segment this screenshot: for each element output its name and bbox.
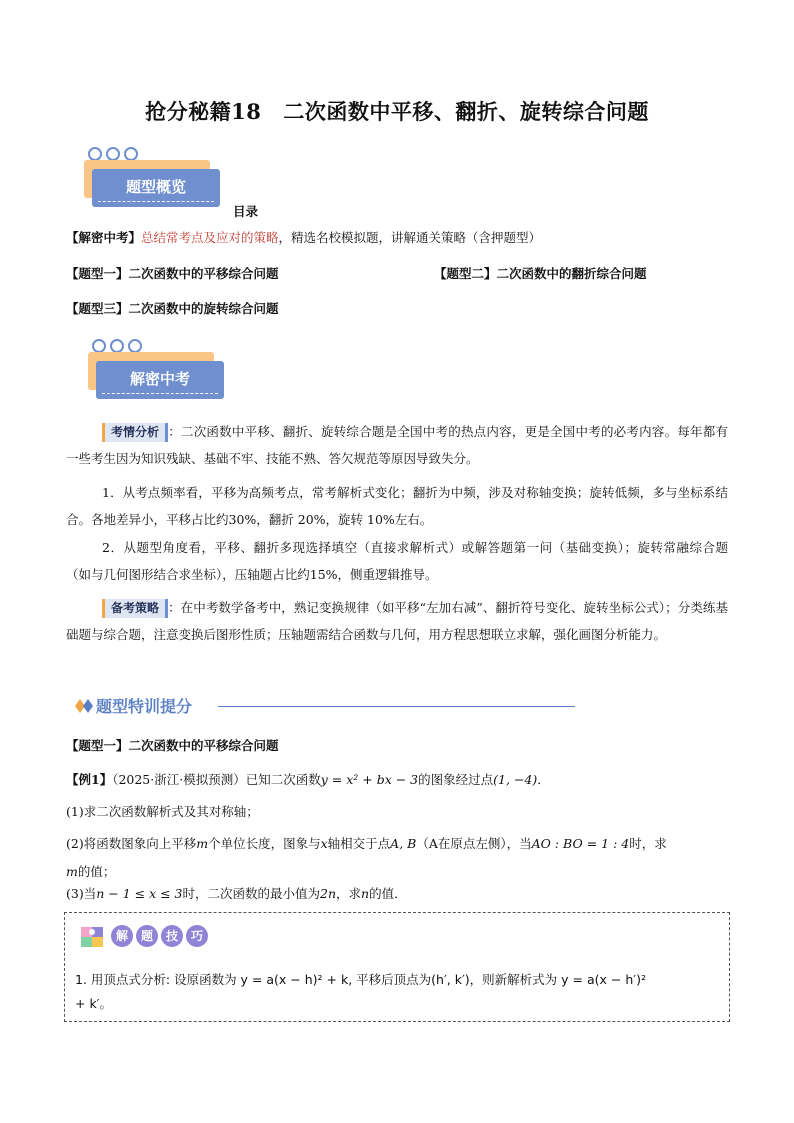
- toc-decode: 【解密中考】总结常考点及应对的策略，精选名校模拟题，讲解通关策略（含押题型）: [66, 230, 542, 245]
- question-3: (3)当n − 1 ≤ x ≤ 3时，二次函数的最小值为2n，求n的值．: [66, 886, 407, 901]
- tips-char: 解: [111, 925, 133, 947]
- analysis-tag: 考情分析: [102, 423, 168, 442]
- page-title: 抢分秘籍18 二次函数中平移、翻折、旋转综合问题: [145, 99, 649, 124]
- analysis-paragraph: 考情分析 ：二次函数中平移、翻折、旋转综合题是全国中考的热点内容，更是全国中考的必考内容。每年都有一些考生因为知识残缺、基础不牢、技能不熟、答欠规范等原因导致失分。: [66, 424, 728, 466]
- overview-badge: 题型概览: [74, 152, 224, 212]
- question-1: (1)求二次函数解析式及其对称轴；: [66, 804, 259, 819]
- tips-box: [64, 912, 730, 1022]
- strategy-paragraph: 备考策略 ：在中考数学备考中，熟记变换规律（如平移“左加右减”、翻折符号变化、旋转坐标公式）；分类练基础题与综合题，注意变换后图形性质；压轴题需结合函数与几何，用方程思想联立求解，强化画图分析能力。: [66, 600, 728, 642]
- toc-type2[interactable]: 【题型二】二次函数中的翻折综合问题: [434, 266, 647, 281]
- tips-char: 题: [136, 925, 158, 947]
- toc-label: 目录: [233, 204, 259, 219]
- strategy-tag: 备考策略: [102, 599, 168, 618]
- tips-text: 1. 用顶点式分析: 设原函数为 y = a(x − h)² + k, 平移后顶点为(h′, k′)，则新解析式为 y = a(x − h′)² + k′。: [75, 972, 646, 1011]
- tips-header: [79, 923, 211, 949]
- toc-type3[interactable]: 【题型三】二次函数中的旋转综合问题: [66, 301, 279, 316]
- toc-type1[interactable]: 【题型一】二次函数中的平移综合问题: [66, 266, 279, 281]
- section-title: 题型特训提分: [96, 697, 193, 716]
- example-stem: 【例1】（2025·浙江·模拟预测）已知二次函数y = x² + bx − 3的图象经过点(1, −4)．: [66, 772, 550, 787]
- decode-badge: 解密中考: [78, 344, 228, 404]
- formula: y = x² + bx − 3: [320, 772, 419, 787]
- tips-char: 技: [161, 925, 183, 947]
- question-2: (2)将函数图象向上平移m个单位长度，图象与x轴相交于点A, B（A在原点左侧），当AO : BO = 1 : 4时，求 m的值；: [66, 836, 667, 879]
- tips-char: 巧: [186, 925, 208, 947]
- section-divider: [218, 706, 575, 707]
- analysis-point-1: 1．从考点频率看，平移为高频考点，常考解析式变化；翻折为中频，涉及对称轴变换；旋转低频，多与坐标系结合。各地差异小，平移占比约30%，翻折 20%，旋转 10%左右。: [66, 485, 728, 527]
- analysis-point-2: 2．从题型角度看，平移、翻折多现选择填空（直接求解析式）或解答题第一问（基础变换）；旋转常融综合题（如与几何图形结合求坐标），压轴题占比约15%，侧重逻辑推导。: [66, 540, 728, 582]
- puzzle-icon: [79, 923, 107, 949]
- type1-heading: 【题型一】二次函数中的平移综合问题: [66, 738, 279, 753]
- diamond-icon: [74, 697, 96, 715]
- section-header: [74, 694, 192, 717]
